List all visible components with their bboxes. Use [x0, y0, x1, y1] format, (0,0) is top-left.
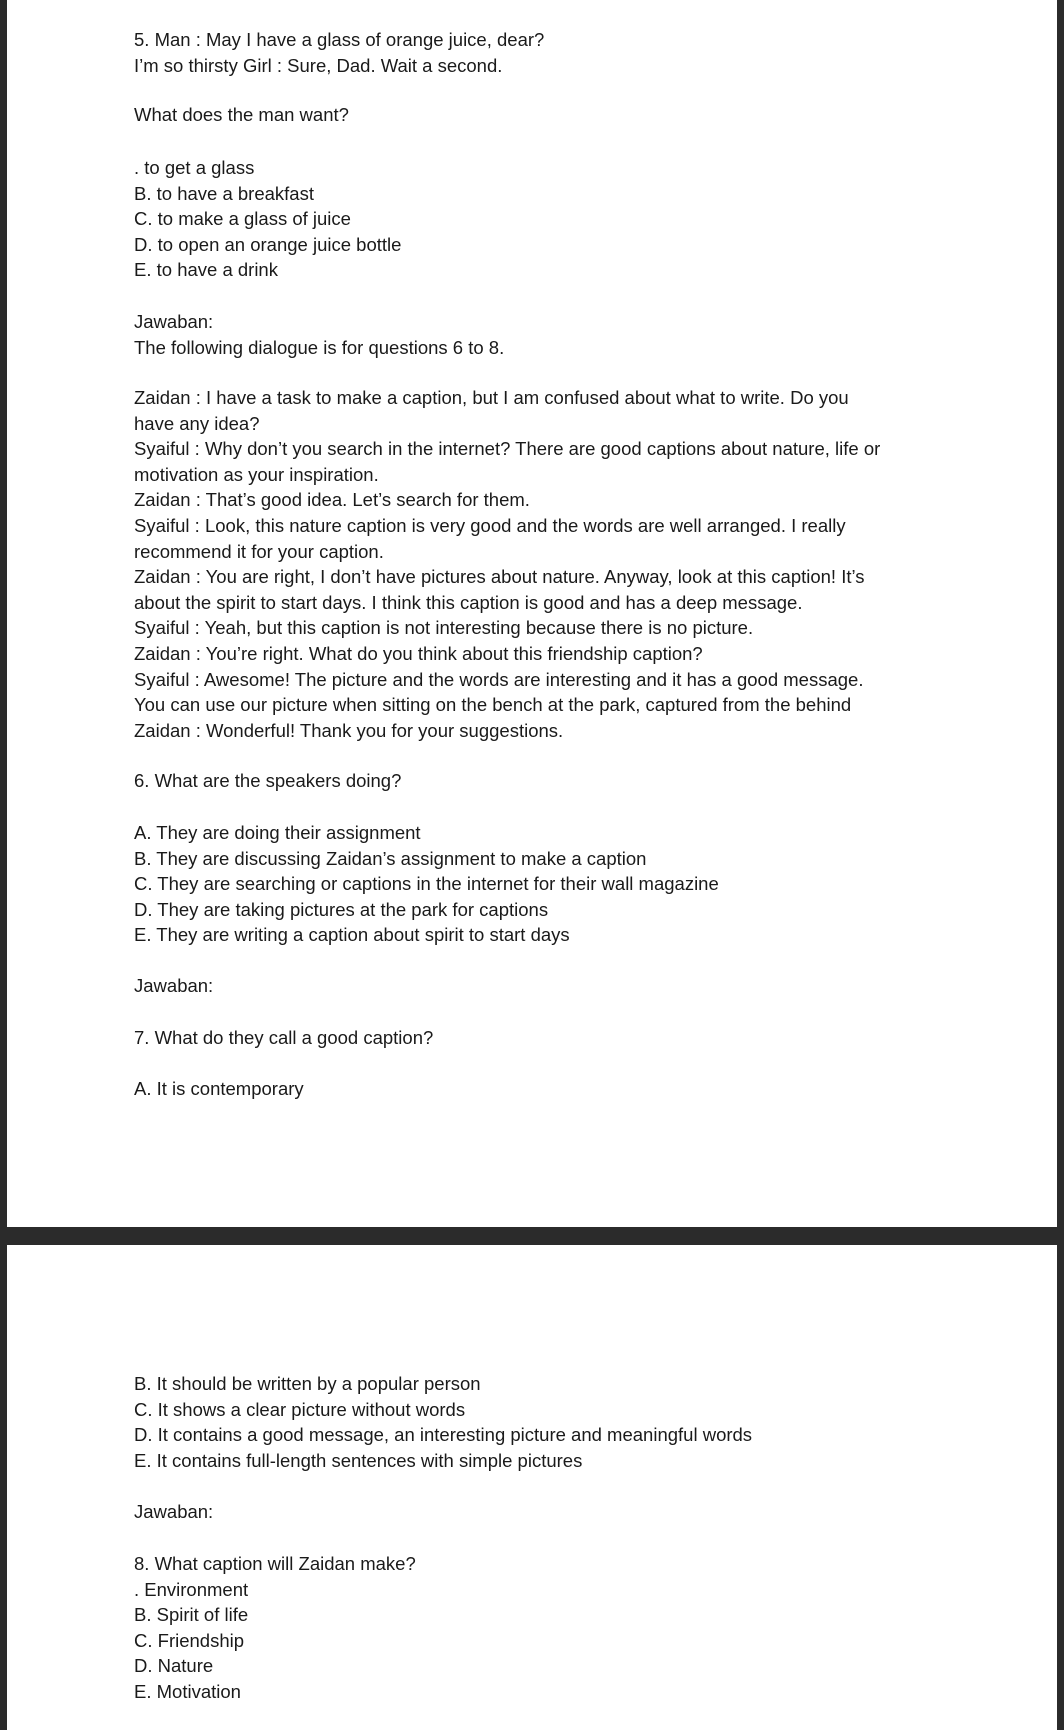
- q7-option: D. It contains a good message, an interesting picture and meaningful words: [134, 1424, 753, 1446]
- q7-option: C. It shows a clear picture without words: [134, 1398, 466, 1420]
- q7-option: B. It should be written by a popular person: [134, 1373, 481, 1394]
- q7-options: [134, 1371, 934, 1473]
- worksheet-page-2: [7, 1245, 1057, 1730]
- q5-option: . to get a glass: [134, 157, 255, 178]
- q5-answer-block: [134, 309, 934, 360]
- q7-option-a: A. It is contemporary: [134, 1078, 304, 1099]
- dialogue-line: Zaidan : I have a task to make a caption, but I am confused about what to write. Do you: [134, 387, 849, 408]
- q5-answer-label: Jawaban:: [134, 311, 214, 332]
- q8-option: C. Friendship: [134, 1629, 245, 1651]
- q6-option: D. They are taking pictures at the park for captions: [134, 898, 549, 920]
- q6-option: C. They are searching or captions in the internet for their wall magazine: [134, 873, 719, 895]
- dialogue-line: Syaiful : Awesome! The picture and the words are interesting and it has a good message.: [134, 668, 864, 690]
- dialogue: [134, 385, 934, 743]
- q7-answer-label: Jawaban:: [134, 1501, 214, 1522]
- dialogue-line: Syaiful : Look, this nature caption is very good and the words are well arranged. I really: [134, 514, 846, 536]
- q5-prompt: What does the man want?: [134, 104, 349, 125]
- q5-options: [134, 155, 934, 283]
- dialogue-line: motivation as your inspiration.: [134, 463, 379, 485]
- dialogue-line: Zaidan : That’s good idea. Let’s search for them.: [134, 489, 530, 511]
- dialogue-line: have any idea?: [134, 412, 260, 434]
- q6-option: B. They are discussing Zaidan’s assignment to make a caption: [134, 847, 647, 869]
- q8-option: E. Motivation: [134, 1680, 241, 1702]
- page-1-content: [134, 27, 934, 78]
- q5-question-line-1: 5. Man : May I have a glass of orange juice, dear?: [134, 29, 545, 50]
- q7-option-a-block: [134, 1076, 934, 1102]
- q5-prompt-block: [134, 102, 934, 128]
- q6-question: 6. What are the speakers doing?: [134, 770, 402, 791]
- q6-question-block: [134, 768, 934, 794]
- q5-option: C. to make a glass of juice: [134, 208, 351, 230]
- dialogue-line: recommend it for your caption.: [134, 540, 384, 562]
- dialogue-line: Syaiful : Yeah, but this caption is not interesting because there is no picture.: [134, 617, 754, 639]
- dialogue-line: about the spirit to start days. I think this caption is good and has a deep message.: [134, 591, 803, 613]
- q7-question: 7. What do they call a good caption?: [134, 1027, 434, 1048]
- q6-options: [134, 820, 934, 948]
- q5-question-line-2: I’m so thirsty Girl : Sure, Dad. Wait a second.: [134, 54, 503, 76]
- dialogue-line: Zaidan : Wonderful! Thank you for your suggestions.: [134, 719, 564, 741]
- q8-question: 8. What caption will Zaidan make?: [134, 1553, 416, 1574]
- q5-option: E. to have a drink: [134, 259, 278, 281]
- q6-answer-label: Jawaban:: [134, 975, 214, 996]
- dialogue-line: Syaiful : Why don’t you search in the internet? There are good captions about nature, life or: [134, 438, 881, 460]
- worksheet-page-1: [7, 0, 1057, 1227]
- dialogue-intro: The following dialogue is for questions 6 to 8.: [134, 336, 505, 358]
- q8-option: . Environment: [134, 1578, 249, 1600]
- dialogue-line: Zaidan : You are right, I don’t have pictures about nature. Anyway, look at this caption! It’s: [134, 566, 865, 588]
- q7-answer-block: [134, 1499, 934, 1525]
- q6-option: E. They are writing a caption about spirit to start days: [134, 924, 570, 946]
- q6-answer-block: [134, 973, 934, 999]
- q5-option: D. to open an orange juice bottle: [134, 233, 402, 255]
- dialogue-line: You can use our picture when sitting on the bench at the park, captured from the behind: [134, 694, 852, 716]
- q5-option: B. to have a breakfast: [134, 182, 314, 204]
- dialogue-line: Zaidan : You’re right. What do you think about this friendship caption?: [134, 642, 703, 664]
- q8-option: B. Spirit of life: [134, 1604, 249, 1626]
- q6-option: A. They are doing their assignment: [134, 822, 421, 843]
- q7-option: E. It contains full-length sentences with simple pictures: [134, 1449, 583, 1471]
- q7-question-block: [134, 1025, 934, 1051]
- q8-block: [134, 1551, 934, 1705]
- q8-option: D. Nature: [134, 1655, 214, 1677]
